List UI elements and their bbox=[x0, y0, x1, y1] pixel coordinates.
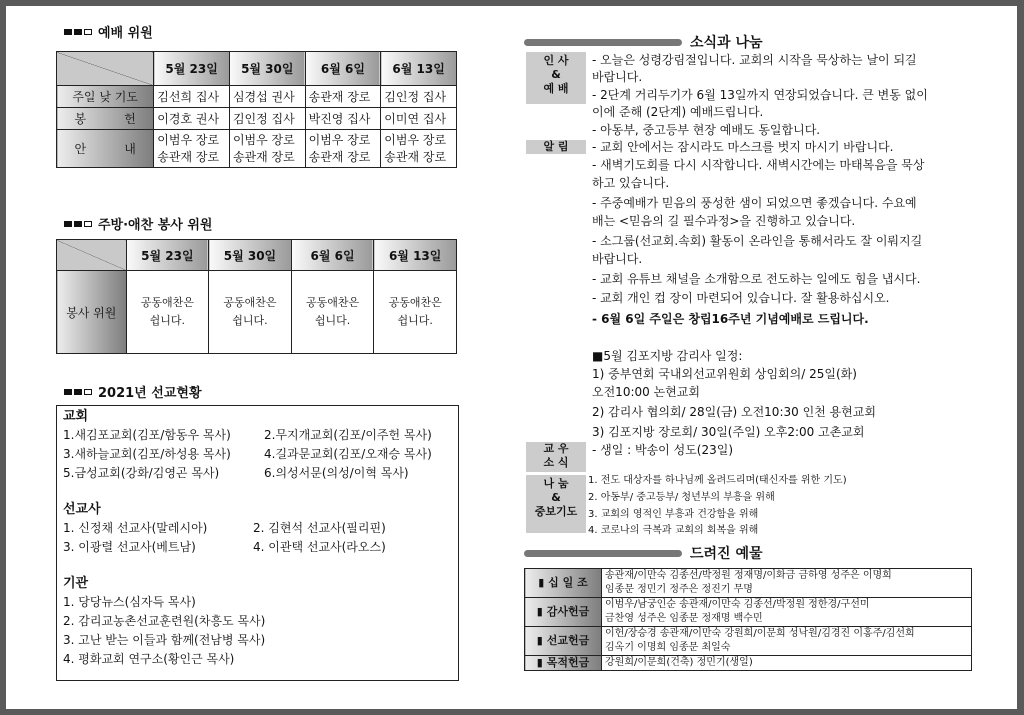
news-line: - 교회 안에서는 잠시라도 마스크를 벗지 마시기 바랍니다. bbox=[592, 140, 894, 154]
orgs-heading: 기관 bbox=[63, 576, 89, 591]
district-line: 2) 감리사 협의회/ 28일(금) 오전10:30 인천 용현교회 bbox=[592, 405, 876, 419]
date-header: 6월 6일 bbox=[305, 52, 381, 86]
list-item: 5.금성교회(강화/김영곤 목사) 6.의성서문(의성/이혁 목사) bbox=[63, 466, 409, 480]
news-line: - 새벽기도회를 다시 시작합니다. 새벽시간에는 마태복음을 묵상 bbox=[592, 158, 925, 172]
table-cell: 박진영 집사 bbox=[305, 108, 381, 130]
table-cell: 공동애찬은 쉽니다. bbox=[209, 271, 292, 354]
row-label-service: 봉사 위원 bbox=[57, 271, 127, 354]
date-header: 6월 6일 bbox=[291, 240, 374, 271]
date-header: 6월 13일 bbox=[381, 52, 457, 86]
date-header: 5월 30일 bbox=[209, 240, 292, 271]
offering-names: 강원희/이문희(건축) 정민기(생일) bbox=[602, 656, 972, 671]
table-cell: 이범우 장로 송관재 장로 bbox=[229, 130, 305, 168]
table-cell: 공동애찬은 쉽니다. bbox=[126, 271, 209, 354]
table-cell: 김인정 집사 bbox=[229, 108, 305, 130]
district-line: 1) 중부연회 국내외선교위원회 상임회의/ 25일(화) bbox=[592, 367, 857, 381]
table-cell: 심경섭 권사 bbox=[229, 86, 305, 108]
notice-label: 알 림 bbox=[526, 140, 586, 154]
row-label-offering: 봉 헌 bbox=[57, 108, 154, 130]
date-header: 6월 13일 bbox=[374, 240, 457, 271]
news-line: 이에 준해 (2단계) 예배드립니다. bbox=[592, 105, 764, 119]
news-line: - 아동부, 중고등부 현장 예배도 동일합니다. bbox=[592, 123, 821, 137]
prayer-label: 나 눔 & 중보기도 bbox=[526, 475, 586, 533]
list-item: 3. 고난 받는 이들과 함께(전남병 목사) bbox=[63, 633, 266, 647]
news-line: - 교회 유튜브 채널을 소개함으로 전도하는 일에도 힘을 냅시다. bbox=[592, 272, 921, 286]
news-title: 소식과 나눔 bbox=[690, 35, 763, 51]
kitchen-table bbox=[56, 239, 457, 354]
missionaries-heading: 선교사 bbox=[63, 502, 101, 517]
list-item: 1. 신정채 선교사(말레시아) 2. 김현석 선교사(필리핀) bbox=[63, 521, 386, 535]
table-cell: 김인정 집사 bbox=[381, 86, 457, 108]
table-cell: 송관재 장로 bbox=[305, 86, 381, 108]
table-cell: 공동애찬은 쉽니다. bbox=[291, 271, 374, 354]
churches-heading: 교회 bbox=[63, 409, 89, 424]
bulletin-page bbox=[6, 6, 1017, 709]
news-line: 하고 있습니다. bbox=[592, 176, 670, 190]
list-item: 1.새김포교회(김포/함동우 목사) 2.무지개교회(김포/이주헌 목사) bbox=[63, 428, 432, 442]
mission-box bbox=[56, 405, 459, 681]
header-bar bbox=[524, 550, 682, 557]
row-label-prayer: 주일 낮 기도 bbox=[57, 86, 154, 108]
district-line: 오전10:00 논현교회 bbox=[592, 385, 700, 399]
date-header: 5월 23일 bbox=[154, 52, 230, 86]
news-line: - 소그룹(선교회.속회) 활동이 온라인을 통해서라도 잘 이뤄지길 bbox=[592, 234, 923, 248]
offering-names: 이범우/남궁인순 송관재/이만숙 김종선/박정원 정한경/구선미 금찬영 성주은 임종문 정재명 백수민 bbox=[602, 598, 972, 627]
member-news-label: 교 우 소 식 bbox=[526, 442, 586, 472]
offering-table bbox=[524, 568, 972, 671]
news-line: - 교회 개인 컵 장이 마련되어 있습니다. 잘 활용하십시오. bbox=[592, 291, 890, 305]
list-item: 1. 당당뉴스(심자득 목사) bbox=[63, 595, 196, 609]
offering-label: ▮ 선교헌금 bbox=[525, 627, 602, 656]
section-bullet-icon bbox=[64, 29, 92, 35]
offering-names: 송관재/이만숙 김종선/박정원 정재명/이화금 금하영 성주은 이명희 임종문 정민기 정주은 정진기 무명 bbox=[602, 569, 972, 598]
diagonal-header-cell bbox=[57, 52, 154, 86]
offering-title: 드려진 예물 bbox=[690, 546, 763, 562]
list-item: 3.새하늘교회(김포/하성용 목사) 4.길과문교회(김포/오재승 목사) bbox=[63, 447, 432, 461]
prayer-line: 4. 코로나의 극복과 교회의 회복을 위해 bbox=[588, 525, 759, 536]
news-line: - 오늘은 성령강림절입니다. 교회의 시작을 묵상하는 날이 되길 bbox=[592, 53, 917, 67]
prayer-line: 3. 교회의 영적인 부흥과 건강함을 위해 bbox=[588, 509, 759, 520]
news-line: 바랍니다. bbox=[592, 70, 643, 84]
district-line: 3) 김포지방 장로회/ 30일(주일) 오후2:00 고촌교회 bbox=[592, 425, 865, 439]
news-line-bold: - 6월 6일 주일은 창립16주년 기념예배로 드립니다. bbox=[592, 312, 869, 326]
section-bullet-icon bbox=[64, 221, 92, 227]
offering-label: ▮ 감사헌금 bbox=[525, 598, 602, 627]
news-line: 배는 <믿음의 길 필수과정>을 진행하고 있습니다. bbox=[592, 214, 856, 228]
diagonal-header-cell bbox=[57, 240, 127, 271]
news-line: - 2단계 거리두기가 6월 13일까지 연장되었습니다. 큰 변동 없이 bbox=[592, 88, 928, 102]
table-cell: 공동애찬은 쉽니다. bbox=[374, 271, 457, 354]
table-cell: 이범우 장로 송관재 장로 bbox=[154, 130, 230, 168]
offering-names: 이헌/장승경 송관재/이만숙 강원희/이문희 성낙원/김경진 이홍주/김선희 김옥기 이명희 임종문 최일숙 bbox=[602, 627, 972, 656]
kitchen-section-title: 주방·애찬 봉사 위원 bbox=[64, 214, 212, 233]
date-header: 5월 30일 bbox=[229, 52, 305, 86]
date-header: 5월 23일 bbox=[126, 240, 209, 271]
row-label-usher: 안 내 bbox=[57, 130, 154, 168]
table-cell: 이경호 권사 bbox=[154, 108, 230, 130]
greeting-label: 인 사 & 예 배 bbox=[526, 52, 586, 104]
offering-label: ▮ 목적헌금 bbox=[525, 656, 602, 671]
prayer-line: 1. 전도 대상자를 하나님께 올려드리며(태신자를 위한 기도) bbox=[588, 475, 847, 486]
table-cell: 이범우 장로 송관재 장로 bbox=[381, 130, 457, 168]
header-bar bbox=[524, 39, 682, 46]
table-cell: 이미연 집사 bbox=[381, 108, 457, 130]
prayer-line: 2. 아동부/ 중고등부/ 청년부의 부흥을 위해 bbox=[588, 492, 775, 503]
district-line: ■5월 김포지방 감리사 일정: bbox=[592, 349, 743, 363]
table-cell: 김선희 집사 bbox=[154, 86, 230, 108]
offering-label: ▮ 십 일 조 bbox=[525, 569, 602, 598]
list-item: 4. 평화교회 연구소(황인근 목사) bbox=[63, 652, 235, 666]
news-line: - 주중예배가 믿음의 풍성한 샘이 되었으면 좋겠습니다. 수요예 bbox=[592, 196, 917, 210]
list-item: 2. 감리교농촌선교훈련원(차흥도 목사) bbox=[63, 614, 266, 628]
news-line: 바랍니다. bbox=[592, 252, 643, 266]
section-bullet-icon bbox=[64, 389, 92, 395]
worship-section-title: 예배 위원 bbox=[64, 22, 153, 41]
mission-section-title: 2021년 선교현황 bbox=[64, 382, 202, 401]
worship-table bbox=[56, 51, 457, 168]
offering-header bbox=[524, 543, 763, 563]
list-item: 3. 이광렬 선교사(베트남) 4. 이관택 선교사(라오스) bbox=[63, 540, 386, 554]
table-cell: 이범우 장로 송관재 장로 bbox=[305, 130, 381, 168]
news-header bbox=[524, 32, 763, 52]
news-line: - 생일 : 박송이 성도(23일) bbox=[592, 443, 734, 457]
